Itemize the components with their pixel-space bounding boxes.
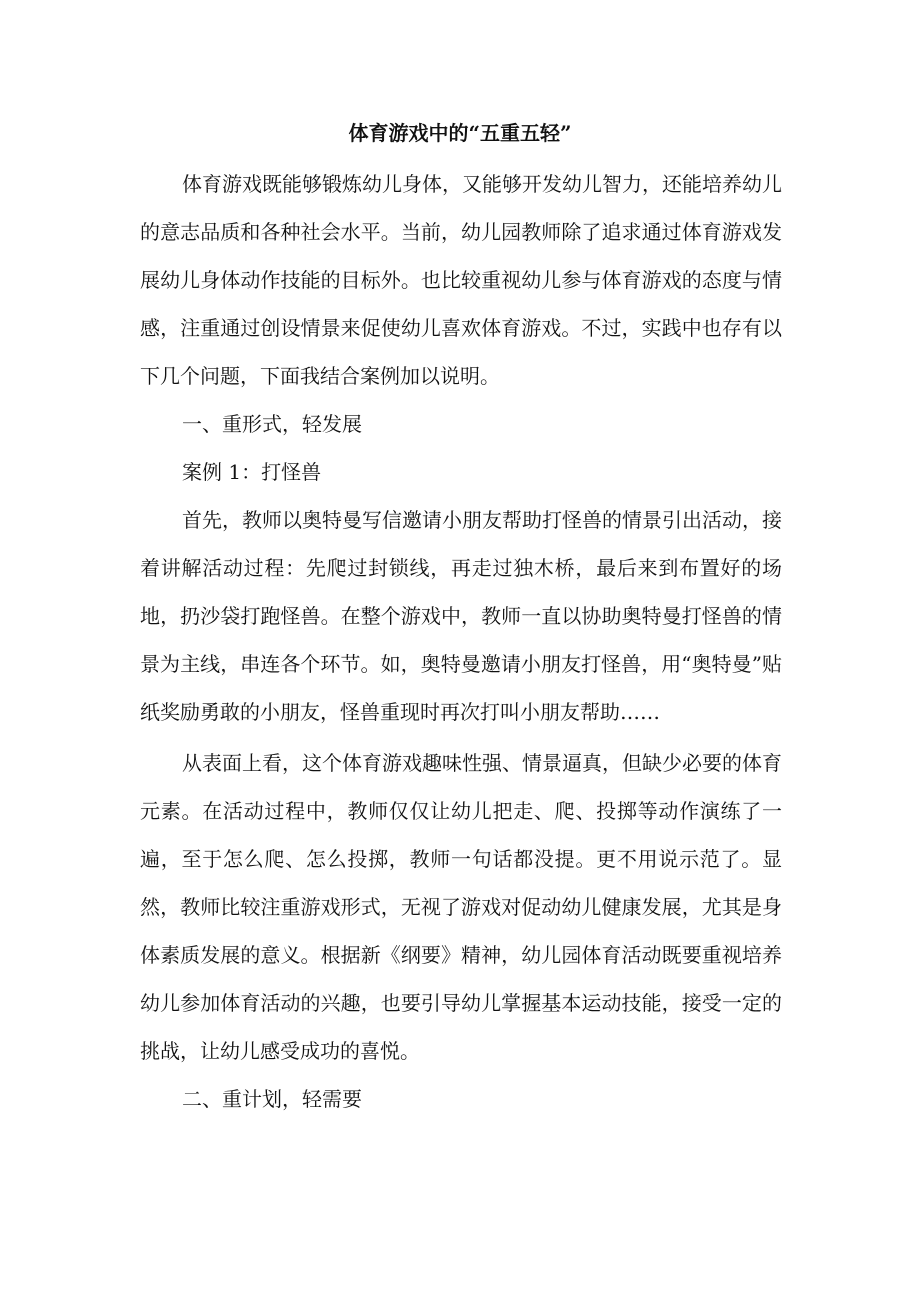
case-paragraph-1: 首先，教师以奥特曼写信邀请小朋友帮助打怪兽的情景引出活动，接着讲解活动过程：先爬过封锁线，再走过独木桥，最后来到布置好的场地，扔沙袋打跑怪兽。在整个游戏中，教师一直以协助奥特曼打怪兽的情景为主线，串连各个环节。如，奥特曼邀请小朋友打怪兽，用“奥特曼”贴纸奖励勇敢的小朋友，怪兽重现时再次打叫小朋友帮助……	[140, 508, 782, 724]
case-label-1: 案例 1：打怪兽	[182, 460, 322, 484]
section-heading-2: 二、重计划，轻需要	[182, 1087, 362, 1111]
intro-paragraph: 体育游戏既能够锻炼幼儿身体，又能够开发幼儿智力，还能培养幼儿的意志品质和各种社会水平。当前，幼儿园教师除了追求通过体育游戏发展幼儿身体动作技能的目标外。也比较重视幼儿参与体育游戏的态度与情感，注重通过创设情景来促使幼儿喜欢体育游戏。不过，实践中也存有以下几个问题，下面我结合案例加以说明。	[140, 172, 782, 388]
section-heading-1: 一、重形式，轻发展	[182, 412, 362, 436]
analysis-paragraph-1: 从表面上看，这个体育游戏趣味性强、情景逼真，但缺少必要的体育元素。在活动过程中，教师仅仅让幼儿把走、爬、投掷等动作演练了一遍，至于怎么爬、怎么投掷，教师一句话都没提。更不用说示范了。显然，教师比较注重游戏形式，无视了游戏对促动幼儿健康发展，尤其是身体素质发展的意义。根据新《纲要》精神，幼儿园体育活动既要重视培养幼儿参加体育活动的兴趣，也要引导幼儿掌握基本运动技能，接受一定的挑战，让幼儿感受成功的喜悦。	[140, 751, 782, 1063]
document-title: 体育游戏中的“五重五轻”	[348, 121, 572, 145]
document-body	[140, 160, 782, 1123]
